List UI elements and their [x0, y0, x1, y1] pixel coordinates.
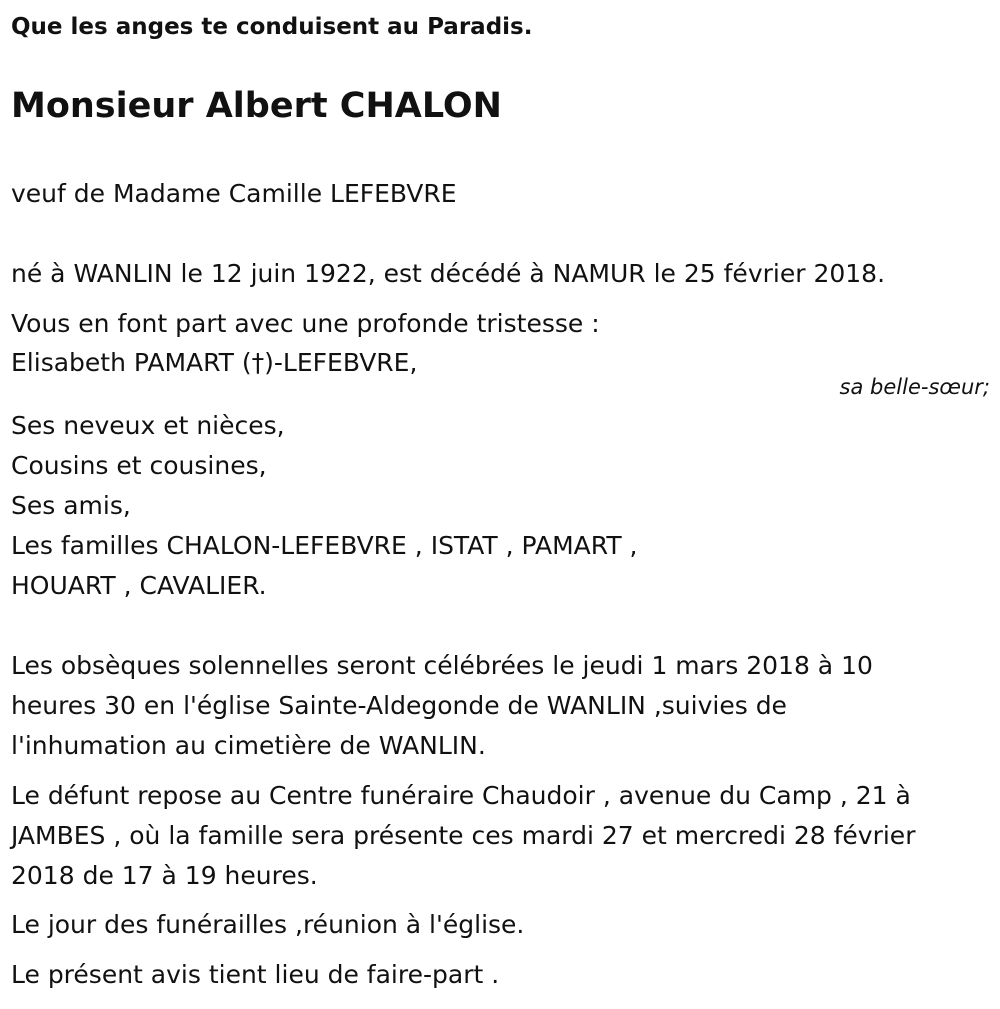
mourner-name: Elisabeth PAMART (†)-LEFEBVRE, — [11, 348, 418, 377]
other-mourner-line: Ses amis, — [11, 491, 131, 520]
visitation-line: 2018 de 17 à 19 heures. — [11, 861, 318, 890]
deceased-name: Monsieur Albert CHALON — [11, 86, 502, 126]
other-mourner-line: Les familles CHALON-LEFEBVRE , ISTAT , PAMART , — [11, 531, 638, 560]
prayer-header: Que les anges te conduisent au Paradis. — [11, 14, 533, 40]
visitation-line: Le défunt repose au Centre funéraire Chaudoir , avenue du Camp , 21 à — [11, 781, 911, 810]
ceremony-line: heures 30 en l'église Sainte-Aldegonde de WANLIN ,suivies de — [11, 691, 787, 720]
ceremony-line: Les obsèques solennelles seront célébrées le jeudi 1 mars 2018 à 10 — [11, 651, 873, 680]
other-mourner-line: Cousins et cousines, — [11, 451, 267, 480]
other-mourner-line: HOUART , CAVALIER. — [11, 571, 267, 600]
notice-line: Le présent avis tient lieu de faire-part . — [11, 960, 500, 989]
spouse-line: veuf de Madame Camille LEFEBVRE — [11, 179, 457, 208]
ceremony-line: l'inhumation au cimetière de WANLIN. — [11, 731, 486, 760]
other-mourner-line: Ses neveux et nièces, — [11, 411, 285, 440]
gathering-line: Le jour des funérailles ,réunion à l'église. — [11, 910, 525, 939]
birth-death-line: né à WANLIN le 12 juin 1922, est décédé à NAMUR le 25 février 2018. — [11, 259, 886, 288]
visitation-line: JAMBES , où la famille sera présente ces mardi 27 et mercredi 28 février — [11, 821, 916, 850]
announcement-intro: Vous en font part avec une profonde tristesse : — [11, 309, 600, 338]
mourner-relation: sa belle-sœur; — [839, 375, 990, 399]
